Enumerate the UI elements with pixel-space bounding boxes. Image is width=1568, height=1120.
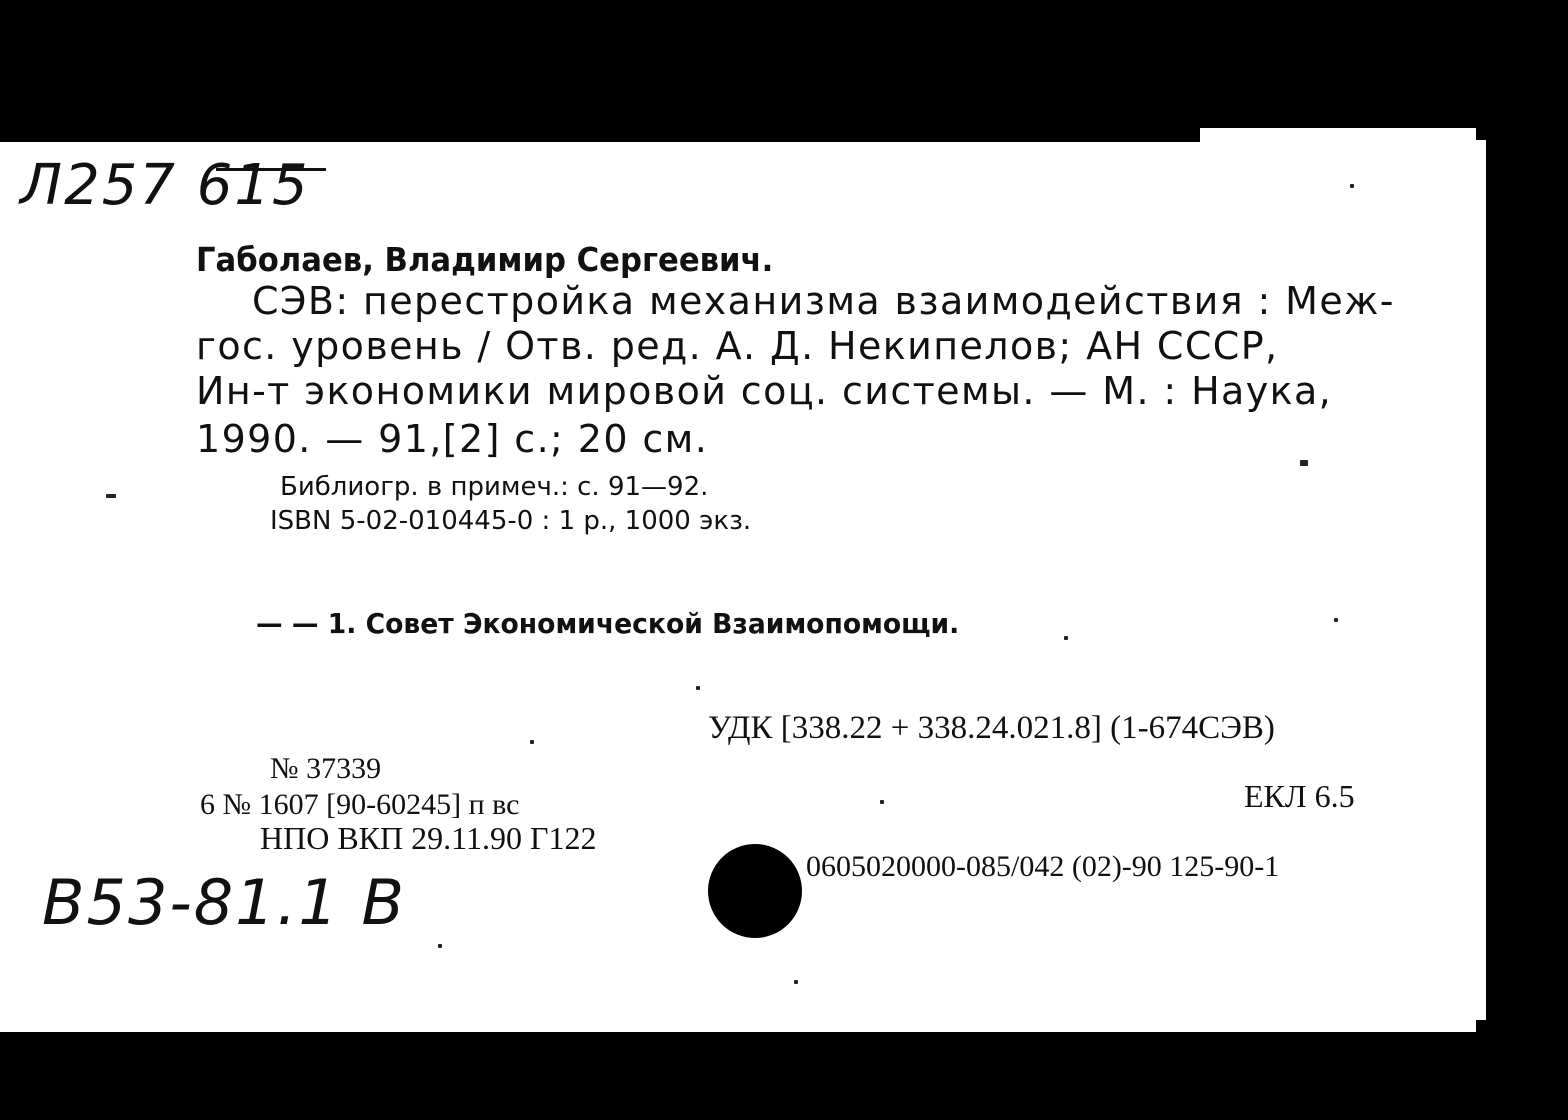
- ink-speck: [794, 980, 798, 984]
- ink-speck: [1300, 460, 1308, 466]
- order-line: 6 № 1607 [90-60245] п вс: [200, 788, 520, 821]
- handwritten-overline: [216, 168, 326, 171]
- handwritten-shelfmark-top: Л257 615: [20, 153, 310, 218]
- ink-speck: [1350, 184, 1354, 188]
- ink-speck: [530, 740, 534, 744]
- handwritten-shelfmark-bottom: В53-81.1 В: [42, 866, 407, 939]
- subject-heading: — — 1. Совет Экономической Взаимопомощи.: [256, 607, 960, 640]
- catalog-card-edge-right: [1460, 140, 1486, 1020]
- author-heading: Габолаев, Владимир Сергеевич.: [196, 240, 774, 279]
- ink-speck: [106, 494, 116, 498]
- catalog-card-edge: [1200, 128, 1476, 148]
- ink-speck: [438, 944, 442, 948]
- title-line-3: Ин-т экономики мировой соц. системы. — М. : Наука,: [196, 369, 1333, 413]
- npo-line: НПО ВКП 29.11.90 Г122: [260, 820, 597, 856]
- ink-speck: [696, 686, 700, 690]
- title-line-1: СЭВ: перестройка механизма взаимодействия : Меж-: [252, 279, 1395, 323]
- record-number: № 37339: [270, 752, 382, 785]
- ink-speck: [1064, 636, 1068, 640]
- ink-speck: [1334, 618, 1338, 622]
- control-code-line: 0605020000-085/042 (02)-90 125-90-1: [806, 850, 1280, 883]
- udk-line: УДК [338.22 + 338.24.021.8] (1-674СЭВ): [708, 710, 1275, 746]
- isbn-line: ISBN 5-02-010445-0 : 1 р., 1000 экз.: [270, 506, 752, 536]
- bibliography-note: Библиогр. в примеч.: с. 91—92.: [280, 472, 709, 502]
- title-line-2: гос. уровень / Отв. ред. А. Д. Некипелов; АН СССР,: [196, 324, 1279, 368]
- ink-speck: [880, 800, 884, 804]
- ekl-code: ЕКЛ 6.5: [1244, 778, 1355, 814]
- title-line-4: 1990. — 91,[2] с.; 20 см.: [196, 417, 709, 461]
- punch-hole: [708, 844, 802, 938]
